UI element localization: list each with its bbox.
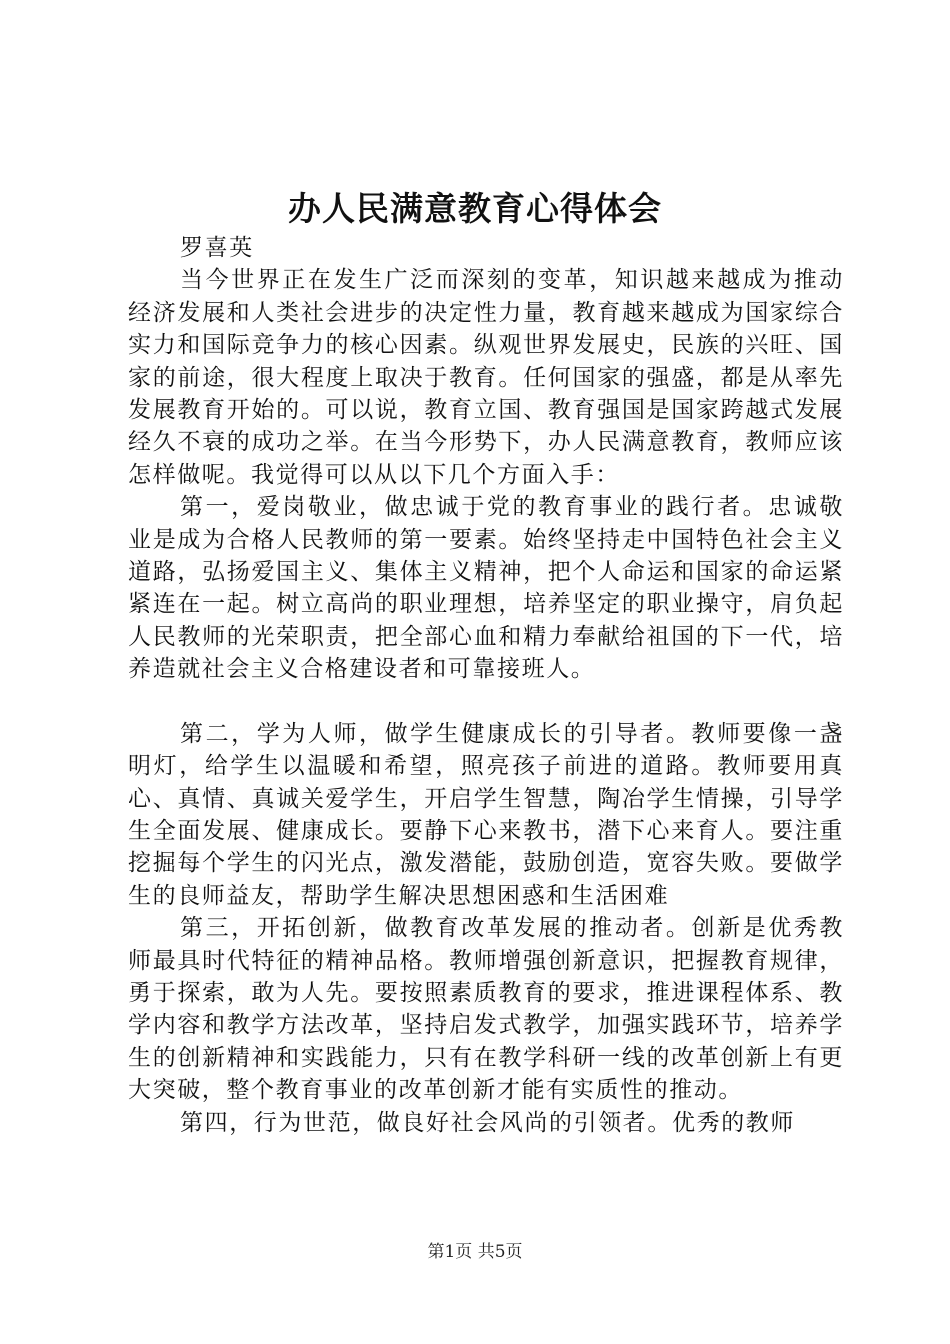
document-body (128, 232, 844, 1139)
page-number-footer: 第1页 共5页 (427, 1242, 523, 1262)
paragraph-intro: 当今世界正在发生广泛而深刻的变革，知识越来越成为推动经济发展和人类社会进步的决定性力量，教育越来越成为国家综合实力和国际竞争力的核心因素。纵观世界发展史，民族的兴旺、国家的前途，很大程度上取决于教育。任何国家的强盛，都是从率先发展教育开始的。可以说，教育立国、教育强国是国家跨越式发展经久不衰的成功之举。在当今形势下，办人民满意教育，教师应该怎样做呢。我觉得可以从以下几个方面入手： (128, 267, 844, 488)
paragraph-fourth: 第四，行为世范，做良好社会风尚的引领者。优秀的教师 (180, 1109, 795, 1136)
author-name: 罗喜英 (180, 235, 254, 261)
paragraph-third: 第三，开拓创新，做教育改革发展的推动者。创新是优秀教师最具时代特征的精神品格。教师增强创新意识，把握教育规律，勇于探索，敢为人先。要按照素质教育的要求，推进课程体系、教学内容和教学方法改革，坚持启发式教学，加强实践环节，培养学生的创新精神和实践能力，只有在教学科研一线的改革创新上有更大突破，整个教育事业的改革创新才能有实质性的推动。 (128, 915, 844, 1104)
document-title: 办人民满意教育心得体会 (288, 189, 662, 228)
paragraph-second: 第二，学为人师，做学生健康成长的引导者。教师要像一盏明灯，给学生以温暖和希望，照亮孩子前进的道路。教师要用真心、真情、真诚关爱学生，开启学生智慧，陶冶学生情操，引导学生全面发展、健康成长。要静下心来教书，潜下心来育人。要注重挖掘每个学生的闪光点，激发潜能，鼓励创造，宽容失败。要做学生的良师益友，帮助学生解决思想困惑和生活困难 (128, 720, 844, 909)
paragraph-first: 第一，爱岗敬业，做忠诚于党的教育事业的践行者。忠诚敬业是成为合格人民教师的第一要素。始终坚持走中国特色社会主义道路，弘扬爱国主义、集体主义精神，把个人命运和国家的命运紧紧连在一起。树立高尚的职业理想，培养坚定的职业操守，肩负起人民教师的光荣职责，把全部心血和精力奉献给祖国的下一代，培养造就社会主义合格建设者和可靠接班人。 (128, 494, 844, 683)
